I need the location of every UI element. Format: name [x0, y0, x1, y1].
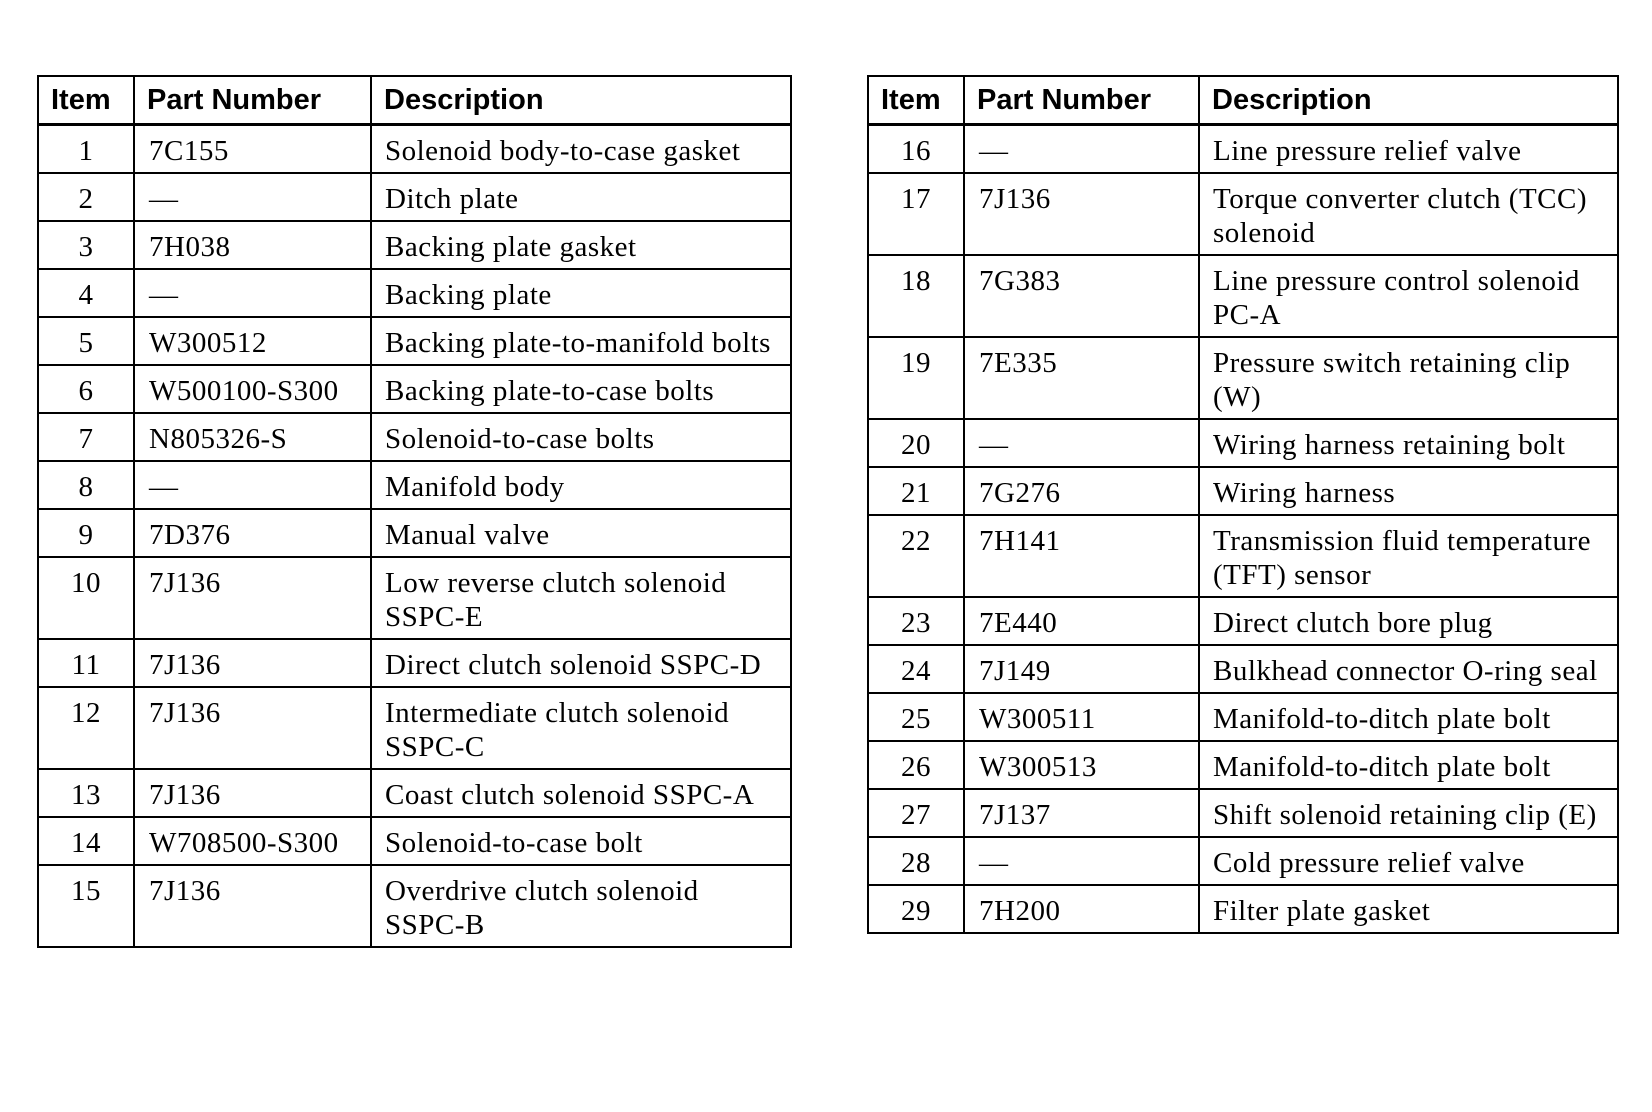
- part-number-cell: W500100-S300: [134, 365, 371, 413]
- item-cell: 22: [868, 515, 964, 597]
- item-cell: 2: [38, 173, 134, 221]
- part-number-cell: N805326-S: [134, 413, 371, 461]
- item-cell: 5: [38, 317, 134, 365]
- table-row: [868, 645, 1618, 693]
- part-number-cell: 7J137: [964, 789, 1199, 837]
- table-row: [38, 413, 791, 461]
- description-cell: Solenoid-to-case bolt: [371, 817, 791, 865]
- part-number-cell: —: [134, 269, 371, 317]
- part-number-cell: 7J136: [134, 769, 371, 817]
- part-number-cell: 7J149: [964, 645, 1199, 693]
- description-cell: Cold pressure relief valve: [1199, 837, 1618, 885]
- table-row: [868, 173, 1618, 255]
- part-number-column-header: Part Number: [964, 76, 1199, 125]
- item-cell: 11: [38, 639, 134, 687]
- item-cell: 16: [868, 125, 964, 174]
- description-cell: Wiring harness retaining bolt: [1199, 419, 1618, 467]
- description-column-header: Description: [371, 76, 791, 125]
- item-cell: 9: [38, 509, 134, 557]
- description-cell: Pressure switch retaining clip (W): [1199, 337, 1618, 419]
- item-cell: 3: [38, 221, 134, 269]
- description-cell: Overdrive clutch solenoid SSPC-B: [371, 865, 791, 947]
- description-cell: Intermediate clutch solenoid SSPC-C: [371, 687, 791, 769]
- table-row: [868, 741, 1618, 789]
- description-column-header: Description: [1199, 76, 1618, 125]
- table-row: [38, 557, 791, 639]
- part-number-cell: W300513: [964, 741, 1199, 789]
- description-cell: Low reverse clutch solenoid SSPC-E: [371, 557, 791, 639]
- part-number-cell: —: [964, 837, 1199, 885]
- item-cell: 25: [868, 693, 964, 741]
- description-cell: Wiring harness: [1199, 467, 1618, 515]
- description-cell: Manifold-to-ditch plate bolt: [1199, 693, 1618, 741]
- table-row: [38, 817, 791, 865]
- part-number-cell: 7J136: [134, 865, 371, 947]
- table-header-row: [38, 76, 791, 125]
- part-number-column-header: Part Number: [134, 76, 371, 125]
- part-number-cell: 7H038: [134, 221, 371, 269]
- table-row: [38, 769, 791, 817]
- table-row: [38, 639, 791, 687]
- description-cell: Backing plate-to-manifold bolts: [371, 317, 791, 365]
- item-cell: 10: [38, 557, 134, 639]
- item-cell: 6: [38, 365, 134, 413]
- description-cell: Direct clutch solenoid SSPC-D: [371, 639, 791, 687]
- part-number-cell: 7J136: [134, 639, 371, 687]
- table-row: [38, 269, 791, 317]
- table-row: [38, 317, 791, 365]
- parts-table-right: [867, 75, 1619, 934]
- description-cell: Backing plate-to-case bolts: [371, 365, 791, 413]
- part-number-cell: 7G276: [964, 467, 1199, 515]
- item-cell: 8: [38, 461, 134, 509]
- part-number-cell: W300512: [134, 317, 371, 365]
- table-row: [38, 173, 791, 221]
- item-cell: 29: [868, 885, 964, 933]
- part-number-cell: 7J136: [134, 687, 371, 769]
- part-number-cell: 7G383: [964, 255, 1199, 337]
- item-column-header: Item: [868, 76, 964, 125]
- part-number-cell: W708500-S300: [134, 817, 371, 865]
- description-cell: Coast clutch solenoid SSPC-A: [371, 769, 791, 817]
- item-cell: 18: [868, 255, 964, 337]
- table-row: [868, 789, 1618, 837]
- description-cell: Line pressure relief valve: [1199, 125, 1618, 174]
- table-row: [868, 125, 1618, 174]
- item-column-header: Item: [38, 76, 134, 125]
- part-number-cell: 7D376: [134, 509, 371, 557]
- table-row: [38, 125, 791, 174]
- table-row: [38, 509, 791, 557]
- description-cell: Ditch plate: [371, 173, 791, 221]
- part-number-cell: —: [134, 461, 371, 509]
- item-cell: 7: [38, 413, 134, 461]
- table-row: [868, 885, 1618, 933]
- item-cell: 13: [38, 769, 134, 817]
- description-cell: Direct clutch bore plug: [1199, 597, 1618, 645]
- description-cell: Filter plate gasket: [1199, 885, 1618, 933]
- description-cell: Solenoid-to-case bolts: [371, 413, 791, 461]
- part-number-cell: —: [964, 419, 1199, 467]
- item-cell: 20: [868, 419, 964, 467]
- description-cell: Manual valve: [371, 509, 791, 557]
- part-number-cell: —: [964, 125, 1199, 174]
- item-cell: 28: [868, 837, 964, 885]
- table-row: [868, 693, 1618, 741]
- table-row: [38, 865, 791, 947]
- description-cell: Torque converter clutch (TCC) solenoid: [1199, 173, 1618, 255]
- parts-table-left: [37, 75, 792, 948]
- item-cell: 27: [868, 789, 964, 837]
- part-number-cell: 7H141: [964, 515, 1199, 597]
- description-cell: Solenoid body-to-case gasket: [371, 125, 791, 174]
- description-cell: Manifold-to-ditch plate bolt: [1199, 741, 1618, 789]
- table-row: [38, 461, 791, 509]
- table-row: [868, 337, 1618, 419]
- description-cell: Manifold body: [371, 461, 791, 509]
- part-number-cell: 7J136: [134, 557, 371, 639]
- description-cell: Bulkhead connector O-ring seal: [1199, 645, 1618, 693]
- description-cell: Transmission fluid temperature (TFT) sensor: [1199, 515, 1618, 597]
- table-row: [868, 255, 1618, 337]
- item-cell: 23: [868, 597, 964, 645]
- item-cell: 1: [38, 125, 134, 174]
- part-number-cell: 7E335: [964, 337, 1199, 419]
- table-row: [868, 837, 1618, 885]
- item-cell: 19: [868, 337, 964, 419]
- part-number-cell: 7H200: [964, 885, 1199, 933]
- table-row: [868, 419, 1618, 467]
- description-cell: Line pressure control solenoid PC-A: [1199, 255, 1618, 337]
- item-cell: 24: [868, 645, 964, 693]
- description-cell: Backing plate: [371, 269, 791, 317]
- table-row: [38, 687, 791, 769]
- part-number-cell: W300511: [964, 693, 1199, 741]
- item-cell: 12: [38, 687, 134, 769]
- item-cell: 21: [868, 467, 964, 515]
- item-cell: 17: [868, 173, 964, 255]
- table-row: [38, 365, 791, 413]
- table-row: [38, 221, 791, 269]
- item-cell: 4: [38, 269, 134, 317]
- part-number-cell: 7J136: [964, 173, 1199, 255]
- item-cell: 26: [868, 741, 964, 789]
- table-row: [868, 467, 1618, 515]
- part-number-cell: —: [134, 173, 371, 221]
- table-header-row: [868, 76, 1618, 125]
- description-cell: Shift solenoid retaining clip (E): [1199, 789, 1618, 837]
- part-number-cell: 7C155: [134, 125, 371, 174]
- part-number-cell: 7E440: [964, 597, 1199, 645]
- item-cell: 15: [38, 865, 134, 947]
- table-row: [868, 515, 1618, 597]
- description-cell: Backing plate gasket: [371, 221, 791, 269]
- table-row: [868, 597, 1618, 645]
- item-cell: 14: [38, 817, 134, 865]
